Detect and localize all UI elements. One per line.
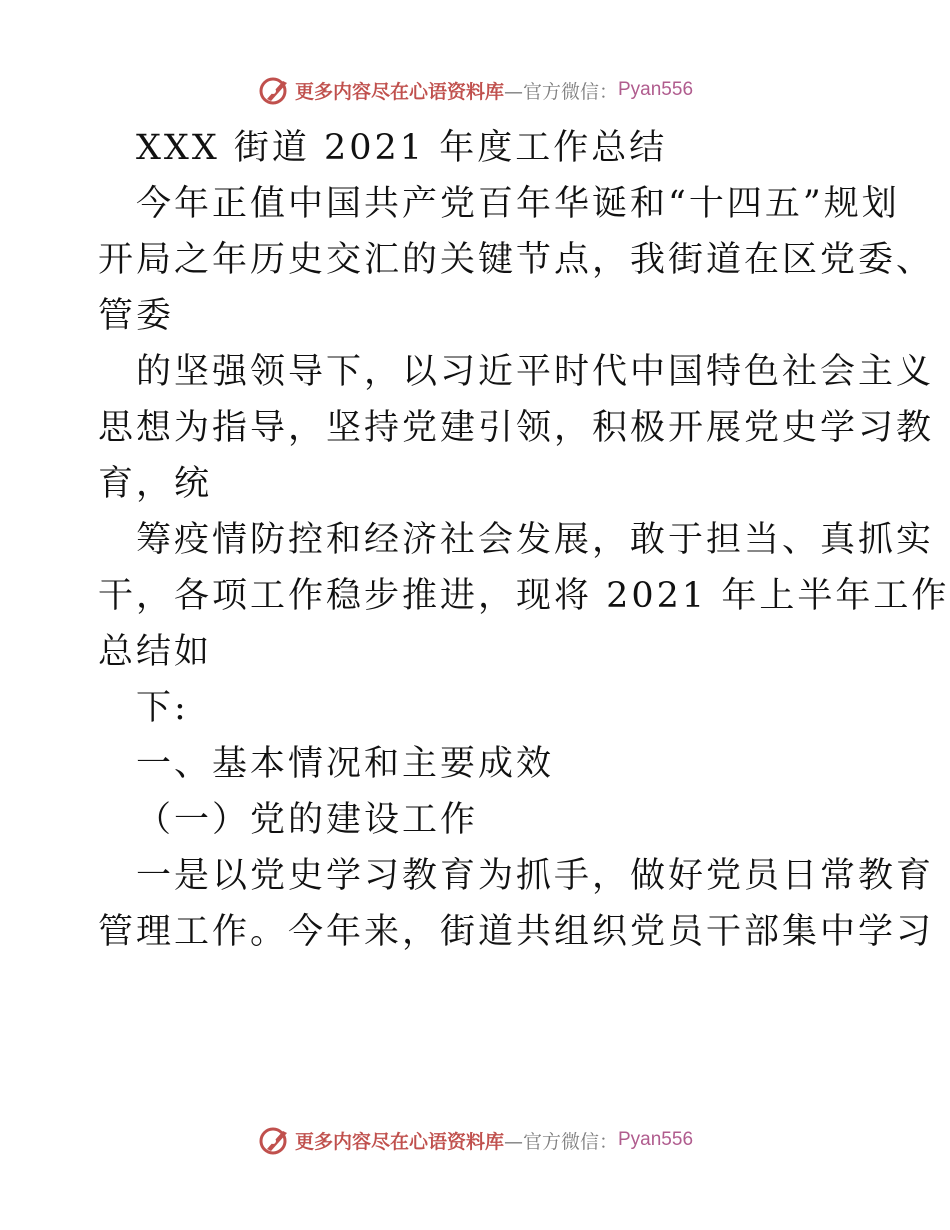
pen-logo-icon <box>257 73 291 107</box>
document-title: XXX 街道 2021 年度工作总结 <box>136 128 668 168</box>
watermark-wechat-id: Pyan556 <box>618 1129 694 1150</box>
paragraph-line: 筹疫情防控和经济社会发展，敢于担当、真抓实 <box>136 520 935 560</box>
watermark-site-text: 更多内容尽在心语资料库 <box>294 1130 504 1153</box>
watermark-separator: —官方微信： <box>503 1130 618 1153</box>
section-heading: 一、基本情况和主要成效 <box>136 744 555 784</box>
header-watermark <box>0 70 950 110</box>
footer-watermark <box>0 1120 950 1160</box>
document-body <box>98 120 950 960</box>
paragraph-line: 育，统 <box>98 464 213 504</box>
paragraph-line: 今年正值中国共产党百年华诞和“十四五”规划 <box>136 184 900 224</box>
pen-logo-icon <box>257 1123 291 1157</box>
paragraph-line: 下: <box>136 688 189 728</box>
paragraph-line: 的坚强领导下，以习近平时代中国特色社会主义 <box>136 352 935 392</box>
paragraph-line: 总结如 <box>98 632 213 672</box>
watermark-separator: —官方微信： <box>503 80 618 103</box>
paragraph-line: 管理工作。今年来，街道共组织党员干部集中学习 <box>98 912 935 952</box>
watermark-wechat-id: Pyan556 <box>618 79 694 100</box>
paragraph-line: 开局之年历史交汇的关键节点，我街道在区党委、 <box>98 240 935 280</box>
watermark-site-text: 更多内容尽在心语资料库 <box>294 80 504 103</box>
paragraph-line: 思想为指导，坚持党建引领，积极开展党史学习教 <box>98 408 935 448</box>
paragraph-line: 干，各项工作稳步推进，现将 2021 年上半年工作 <box>98 576 950 616</box>
paragraph-line: 一是以党史学习教育为抓手，做好党员日常教育 <box>136 856 935 896</box>
subsection-heading: （一）党的建设工作 <box>136 800 479 840</box>
paragraph-line: 管委 <box>98 296 175 336</box>
